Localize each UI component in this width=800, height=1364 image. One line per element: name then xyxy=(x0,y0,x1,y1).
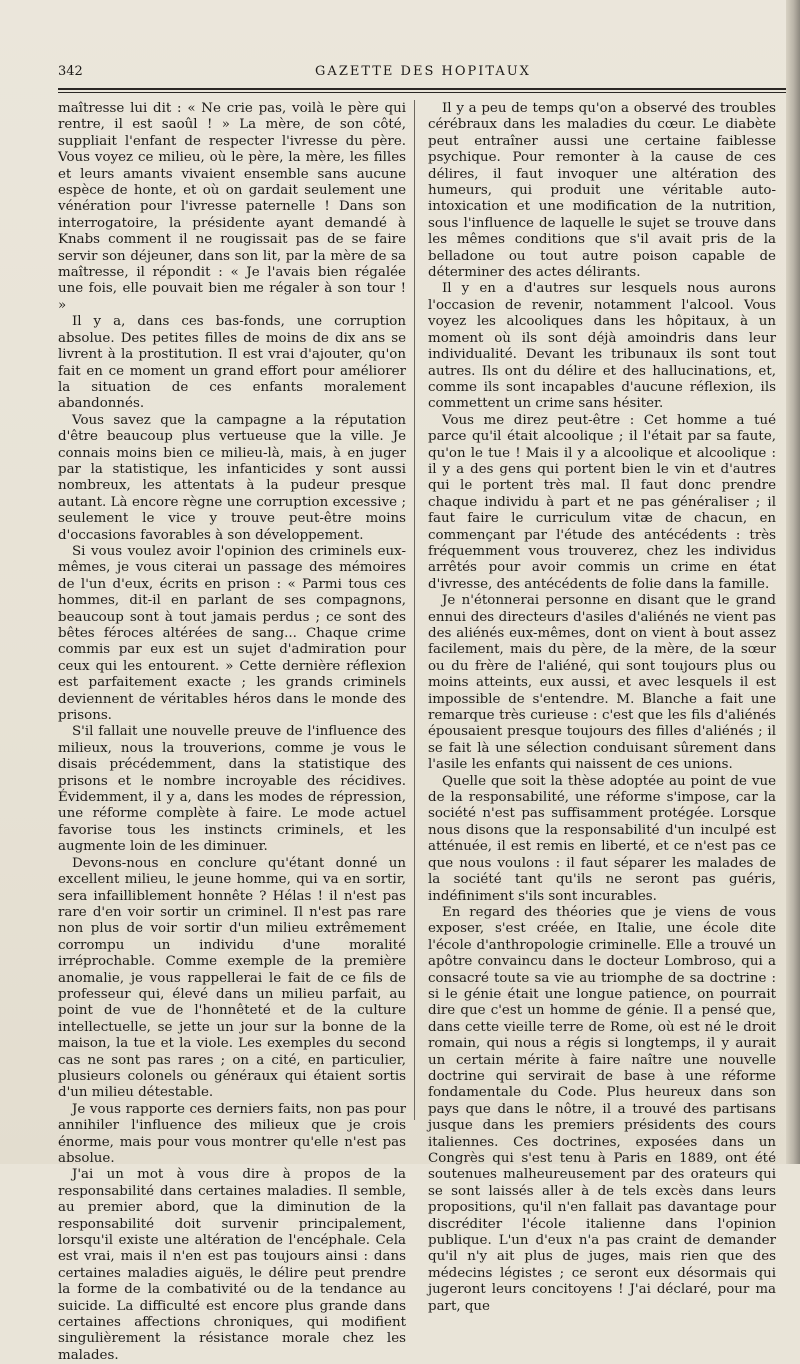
header-rule-thick xyxy=(58,88,788,90)
page-edge-shadow xyxy=(786,0,800,1164)
paragraph: Il y a peu de temps qu'on a observé des troubles cérébraux dans les maladies du cœur. Le diabète peut entraîner aussi une certaine faiblesse psychique. Pour remonter à la cause de ces délires, il faut invoquer une altération des humeurs, qui produit une véritable auto-intoxication et une modification de la nutrition, sous l'influence de laquelle le sujet se trouve dans les mêmes conditions que s'il avait pris de la belladone ou tout autre poison capable de déterminer des actes délirants. xyxy=(428,101,776,281)
journal-title: GAZETTE DES HOPITAUX xyxy=(315,64,531,79)
paragraph: En regard des théories que je viens de vous exposer, s'est créée, en Italie, une école dite l'école d'anthropologie criminelle. Elle a trouvé un apôtre convaincu dans le docteur Lombroso, qui a consacré toute sa vie au triomphe de sa doctrine : si le génie était une longue patience, on pourrait dire que c'est un homme de génie. Il a pensé que, dans cette vieille terre de Rome, où est né le droit romain, qui nous a régis si longtemps, il y aurait un certain mérite à faire naître une nouvelle doctrine qui servirait de base à une réforme fondamentale du Code. Plus heureux dans son pays que dans le nôtre, il a trouvé des partisans jusque dans les premiers présidents des cours italiennes. Ces doctrines, exposées dans un Congrès qui s'est tenu à Paris en 1889, ont été soutenues malheureusement par des orateurs qui se sont laissés aller à de tels excès dans leurs propositions, qu'il n'en fallait pas davantage pour discréditer l'école italienne dans l'opinion publique. L'un d'eux n'a pas craint de demander qu'il n'y ait plus de juges, mais rien que des médecins légistes ; ce seront eux désormais qui jugeront leurs concitoyens ! J'ai déclaré, pour ma part, que xyxy=(428,904,776,1314)
paragraph: Vous me direz peut-être : Cet homme a tué parce qu'il était alcoolique ; il l'était par sa faute, qu'on le tue ! Mais il y a alcoolique et alcoolique : il y a des gens qui portent bien le vin et d'autres qui le portent très mal. Il faut donc prendre chaque individu à part et ne pas généraliser ; il faut faire le curriculum vitæ de chacun, en commençant par l'étude des antécédents : très fréquemment vous trouverez, chez les individus arrêtés pour avoir commis un crime en état d'ivresse, des antécédents de folie dans la famille. xyxy=(428,412,776,592)
paragraph: Il y a, dans ces bas-fonds, une corruption absolue. Des petites filles de moins de dix ans se livrent à la prostitution. Il est vrai d'ajouter, qu'on fait en ce moment un grand effort pour améliorer la situation de ces enfants moralement abandonnés. xyxy=(58,314,406,412)
left-column xyxy=(58,101,406,1364)
paragraph: maîtresse lui dit : « Ne crie pas, voilà le père qui rentre, il est saoûl ! » La mère, de son côté, suppliait l'enfant de respecter l'ivresse du père. Vous voyez ce milieu, où le père, la mère, les filles et leurs amants vivaient ensemble sans aucune espèce de honte, et où on gardait seulement une vénération pour l'ivresse paternelle ! Dans son interrogatoire, la présidente ayant demandé à Knabs comment il ne rougissait pas de se faire servir son déjeuner, dans son lit, par la mère de sa maîtresse, il répondit : « Je l'avais bien régalée une fois, elle pouvait bien me régaler à son tour ! » xyxy=(58,101,406,313)
paragraph: Devons-nous en conclure qu'étant donné un excellent milieu, le jeune homme, qui va en sortir, sera infailliblement honnête ? Hélas ! il n'est pas rare d'en voir sortir un criminel. Il n'est pas rare non plus de voir sortir d'un milieu extrêmement corrompu un individu d'une moralité irréprochable. Comme exemple de la première anomalie, je vous rappellerai le fait de ce fils de professeur qui, élevé dans un milieu parfait, au point de vue de l'honnêteté et de la culture intellectuelle, se jette un jour sur la bonne de la maison, la tue et la viole. Les exemples du second cas ne sont pas rares ; on a cité, en particulier, plusieurs colonels ou généraux qui étaient sortis d'un milieu détestable. xyxy=(58,855,406,1101)
page-number: 342 xyxy=(58,64,83,79)
paragraph: S'il fallait une nouvelle preuve de l'influence des milieux, nous la trouverions, comme je vous le disais précédemment, dans la statistique des prisons et le nombre incroyable des récidives. Évidemment, il y a, dans les modes de répression, une réforme complète à faire. Le mode actuel favorise tous les instincts criminels, et les augmente loin de les diminuer. xyxy=(58,724,406,855)
right-column xyxy=(428,101,776,1315)
paragraph: J'ai un mot à vous dire à propos de la responsabilité dans certaines maladies. Il semble, au premier abord, que la diminution de la responsabilité doit survenir principalement, lorsqu'il existe une altération de l'encéphale. Cela est vrai, mais il n'en est pas toujours ainsi : dans certaines maladies aiguës, le délire peut prendre la forme de la combativité ou de la tendance au suicide. La difficulté est encore plus grande dans certaines affections chroniques, qui modifient singulièrement la résistance morale chez les malades. xyxy=(58,1167,406,1363)
column-divider xyxy=(414,100,415,1120)
paragraph: Je n'étonnerai personne en disant que le grand ennui des directeurs d'asiles d'aliénés ne vient pas des aliénés eux-mêmes, dont on vient à bout assez facilement, mais du père, de la mère, de la sœur ou du frère de l'aliéné, qui sont toujours plus ou moins atteints, eux aussi, et avec lesquels il est impossible de s'entendre. M. Blanche a fait une remarque très curieuse : c'est que les fils d'aliénés épousaient presque toujours des filles d'aliénés ; il se fait là une sélection conduisant sûrement dans l'asile les enfants qui naissent de ces unions. xyxy=(428,593,776,773)
page-header xyxy=(58,64,788,84)
header-rule-thin xyxy=(58,92,788,93)
paragraph: Quelle que soit la thèse adoptée au point de vue de la responsabilité, une réforme s'impose, car la société n'est pas suffisamment protégée. Lorsque nous disons que la responsabilité d'un inculpé est atténuée, il est remis en liberté, et ce n'est pas ce que nous voulons : il faut séparer les malades de la société tant qu'ils ne seront pas guéris, indéfiniment s'ils sont incurables. xyxy=(428,773,776,904)
paragraph: Il y en a d'autres sur lesquels nous aurons l'occasion de revenir, notamment l'alcool. Vous voyez les alcooliques dans les hôpitaux, à un moment où ils sont déjà amoindris dans leur individualité. Devant les tribunaux ils sont tout autres. Ils ont du délire et des hallucinations, et, comme ils sont incapables d'aucune réflexion, ils commettent un crime sans hésiter. xyxy=(428,281,776,412)
paragraph: Je vous rapporte ces derniers faits, non pas pour annihiler l'influence des milieux que je crois énorme, mais pour vous montrer qu'elle n'est pas absolue. xyxy=(58,1101,406,1166)
paragraph: Vous savez que la campagne a la réputation d'être beaucoup plus vertueuse que la ville. Je connais moins bien ce milieu-là, mais, à en juger par la statistique, les infanticides y sont aussi nombreux, les attentats à la pudeur presque autant. Là encore règne une corruption excessive ; seulement le vice y trouve peut-être moins d'occasions favorables à son développement. xyxy=(58,412,406,543)
paragraph: Si vous voulez avoir l'opinion des criminels eux-mêmes, je vous citerai un passage des mémoires de l'un d'eux, écrits en prison : « Parmi tous ces hommes, dit-il en parlant de ses compagnons, beaucoup sont à tout jamais perdus ; ce sont des bêtes féroces altérées de sang... Chaque crime commis par eux est un sujet d'admiration pour ceux qui les entourent. » Cette dernière réflexion est parfaitement exacte ; les grands criminels deviennent de véritables héros dans le monde des prisons. xyxy=(58,543,406,724)
